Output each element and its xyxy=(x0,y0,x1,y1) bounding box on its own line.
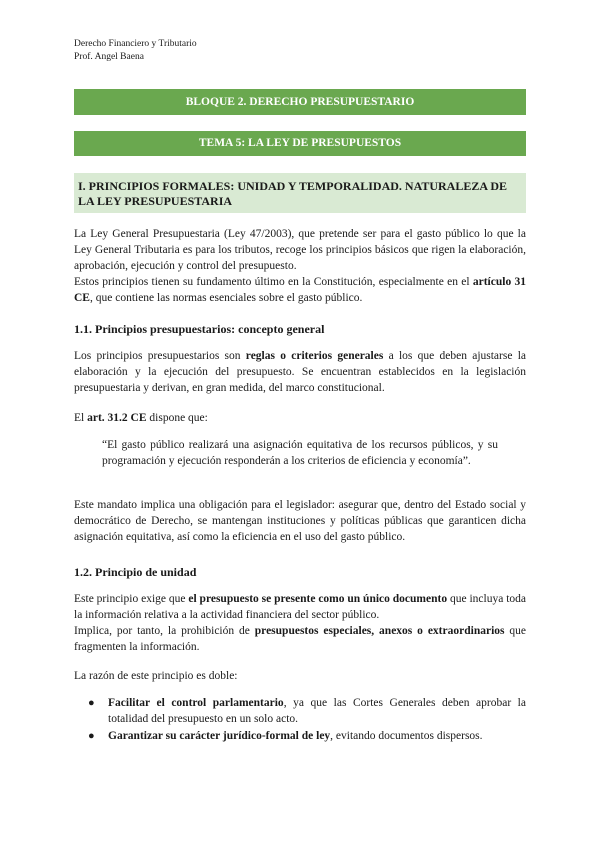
intro-text: La Ley General Presupuestaria (Ley 47/2003), que pretende ser para el gasto público lo que la Ley General Tributaria es para los tributos, recoge los principios básicos que rigen la elaboración, aprobación, ejecución y control del presupuesto. xyxy=(74,228,526,272)
professor-name: Prof. Angel Baena xyxy=(74,52,144,62)
page-header xyxy=(74,38,197,64)
topic-title-band: TEMA 5: LA LEY DE PRESUPUESTOS xyxy=(74,131,526,156)
course-name: Derecho Financiero y Tributario xyxy=(74,39,197,49)
subheading-1-2: 1.2. Principio de unidad xyxy=(74,565,197,579)
block-title-band: BLOQUE 2. DERECHO PRESUPUESTARIO xyxy=(74,89,526,115)
paragraph-intro: La Ley General Presupuestaria (Ley 47/2003), que pretende ser para el gasto público lo que la Ley General Tributaria es para los tributos, recoge los principios básicos que rigen la elaboración, aprobación, ejecución y control del presupuesto. Estos principios tienen su fundamento último en la Constitución, especialmente en el artículo 31 CE, que contiene las normas esenciales sobre el gasto público. xyxy=(74,228,526,304)
article-31-ref: artículo 31 CE xyxy=(74,276,526,304)
bullet-item: Garantizar su carácter jurídico-formal de ley, evitando documentos dispersos. xyxy=(108,730,483,742)
subheading-1-1: 1.1. Principios presupuestarios: concepto general xyxy=(74,322,325,336)
paragraph-concept: Los principios presupuestarios son reglas o criterios generales a los que deben ajustarse la elaboración y la ejecución del presupuesto. Se encuentran establecidos en la legislación presupuestaria y derivan, en gran medida, del marco constitucional. xyxy=(74,350,526,394)
paragraph-unity: Este principio exige que el presupuesto se presente como un único documento que incluya toda la información relativa a la actividad financiera del sector público. Implica, por tanto, la prohibición de presupuestos especiales, anexos o extraordinarios que fragmenten la información. xyxy=(74,593,527,653)
constitution-quote: “El gasto público realizará una asignación equitativa de los recursos públicos, y su programación y ejecución responderán a los criterios de eficiencia y economía”. xyxy=(102,439,498,467)
bullet-item: Facilitar el control parlamentario, ya que las Cortes Generales deben aprobar la totalidad del presupuesto en un solo acto. xyxy=(108,697,526,725)
paragraph-reason: La razón de este principio es doble: xyxy=(74,670,238,682)
bullet-marker: ● xyxy=(88,730,95,742)
paragraph-mandate: Este mandato implica una obligación para el legislador: asegurar que, dentro del Estado social y democrático de Derecho, se mantengan instituciones y políticas públicas que garanticen dicha asignación equitativa, así como la eficiencia en el uso del gasto público. xyxy=(74,499,526,543)
bullet-marker: ● xyxy=(88,697,95,709)
paragraph-art-31-2: El art. 31.2 CE dispone que: xyxy=(74,412,208,424)
section-heading: I. PRINCIPIOS FORMALES: UNIDAD Y TEMPORALIDAD. NATURALEZA DE LA LEY PRESUPUESTARIA xyxy=(74,173,526,213)
